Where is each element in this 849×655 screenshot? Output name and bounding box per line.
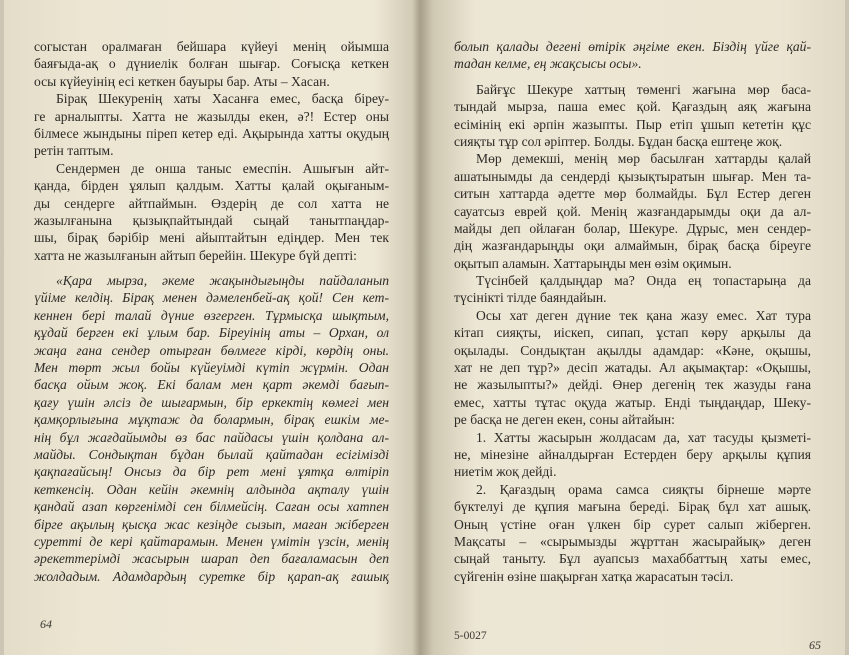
text-line: не, мінезіне айналдырған Естерден беру арқылы құпия [454, 446, 811, 462]
text-line: ситын хаттарда әдетте мөр болмайды. Бұл Естер деген [454, 186, 811, 202]
printer-signature: 5-0027 [454, 630, 487, 642]
right-page [428, 0, 849, 655]
quote-line: қағу үшін әлсіз де шығармын, бір еркектің көмегі мен [34, 394, 389, 410]
text-line: ды сендерге айтпаймын. Өздерің де сол хатта не [34, 195, 389, 211]
text-line: кітап сияқты, иіскеп, сипап, ұстап көру арқылы да [454, 325, 811, 341]
quote-line: әрекеттерімді жасырын шарап деп бағаламасын деп [34, 551, 389, 567]
text-line: есімінің екі әрпін жазыпты. Пыр етіп ұшып кететін құс [454, 116, 811, 132]
text-line: согыстан оралмаған бейшара күйеуі менің ойымша [34, 39, 389, 54]
left-page-text [34, 38, 389, 585]
text-line: баяғыда-ақ о дүниелік болған шығар. Соғысқа кеткен [34, 56, 389, 72]
text-line: сияқты тұр сол әріптер. Болды. Бұдан басқа ештеңе жоқ. [454, 133, 783, 149]
text-line: дің жазғандарыңды оқи алмаймын, бірақ басқа біреуге [454, 238, 811, 254]
quote-line: майды. Сондықтан бұдан былай қайтадан есігімізді [34, 446, 389, 462]
text-line: ашатынымды да сендерді қызықтыратын шығар. Мен та- [454, 168, 811, 184]
right-page-text [454, 38, 811, 585]
text-line: 1. Хатты жасырын жолдасам да, хат тасуды қызметі- [476, 429, 811, 445]
quote-line: кеннен бері талай дүние өзгерген. Тұрмысқа шықтым, [34, 307, 389, 323]
text-line: Осы хат деген дүние тек қана жазу емес. Хат тура [476, 307, 811, 323]
text-line: бүктелуі де құпия мағына береді. Бірақ бұл хат ашық. [454, 499, 811, 515]
text-line: ре басқа не деген екен, соны айтайын: [454, 412, 675, 428]
text-line: сүйгенін өзіне шақырған хатқа жарасатын тәсіл. [454, 568, 734, 584]
page-number-left: 64 [40, 617, 52, 631]
text-line: сауатсыз еврей қой. Менің жазғандарымды оқи да ал- [454, 203, 811, 219]
text-line: ге арналыпты. Хатта не жазылды екен, ә?! Естер оны [34, 108, 389, 124]
text-line: ниетім жоқ дейді. [454, 464, 557, 480]
text-line: жазылғанына қызықпайтындай сыңай танытпаңдар- [34, 212, 389, 228]
page-edge-left [0, 0, 4, 655]
text-line: хатта не жазылғанын айтып берейін. Шекуре бүй депті: [34, 247, 357, 263]
quote-line: бірге ақылың қысқа жас кезіңде сызып, маған жіберген [34, 516, 389, 532]
text-line: не жазылыпты?» дейді. Өнер дегенің тек жазуды ғана [454, 377, 811, 393]
quote-line: суретті де кері қайтарамын. Менен үмітін үзсін, менің [34, 533, 389, 549]
text-line: ретін таптым. [34, 143, 114, 159]
quote-line: кеткенсің. Одан кейін әкемнің алдында ақталу үшін [34, 481, 389, 497]
quote-line: құдай берген екі ұлым бар. Біреуінің аты – Орхан, ол [34, 325, 389, 341]
text-line: Мөр демекші, менің мөр басылған хаттарды қалай [476, 151, 811, 167]
text-line: оқытып аламын. Хаттарыңды мен өзім оқимын. [454, 255, 732, 271]
page-edge-right [845, 0, 849, 655]
text-line: түсінікті тілде баяндайын. [454, 290, 607, 306]
text-line: 2. Қағаздың орама самса сияқты бірнеше мәрте [476, 481, 811, 497]
text-line: оқылады. Сондықтан ақылды адамдар: «Кәне, оқышы, [454, 342, 811, 358]
quote-line: қамқорлығына мұқтаж да болармын, бірақ ешкім ме- [34, 412, 389, 428]
quote-line: үйіме келдің. Бірақ менен дәмеленбей-ақ қой! Сен кет- [34, 290, 389, 306]
quote-line: «Қара мырза, әкеме жақындығыңды пайдаланып [56, 273, 389, 289]
text-line: Сендермен де онша таныс емеспін. Ашығын айт- [56, 160, 389, 176]
text-line: осы күйеуінің есі кеткен бауыры бар. Аты – Хасан. [34, 73, 330, 89]
text-line: сыңай таныту. Бұл ауапсыз махаббаттың хаты емес, [454, 551, 811, 567]
quote-line: Мен төрт жыл бойы күйеуімді күтіп жүрмін. Одан [34, 360, 389, 376]
quote-line: басқа ойым жоқ. Екі балам мен қарт әкемді бағып- [34, 377, 389, 393]
quote-line: қандай азап көргенімді сен білмейсің. Саған осы хатпен [34, 499, 389, 515]
left-page [0, 0, 420, 655]
text-line: Бірақ Шекуренің хаты Хасанға емес, басқа біреу- [56, 91, 389, 107]
quote-line: қақпағайсың! Онсыз да бір рет мені ұятқа өлтіріп [34, 464, 389, 480]
text-line: емес, хатты тұтас оқуда жатыр. Енді тыңдаңдар, Шеку- [454, 394, 811, 410]
quote-line: болып қалады дегені өтірік әңгіме екен. Біздің үйге қай- [454, 39, 811, 54]
text-line: Оның үстіне оған үлкен бір сурет салып жіберген. [454, 516, 811, 532]
quote-line: жаңа ғана сендер отырған бөлмеге кірді, көрдің оны. [34, 342, 389, 358]
quote-line: тадан келме, ең жақсысы осы». [454, 56, 642, 72]
text-line: Мақсаты – «сырымызды жұрттан жасырайық» деген [454, 533, 811, 549]
text-line: тындай мырза, паша емес қой. Қағаздың аяқ жағына [454, 99, 811, 115]
text-line: хат не деп тұр?» десіп жатады. Ал ақымақтар: «Оқышы, [454, 360, 811, 376]
text-line: білмесе жындыны піреп кетер еді. Ақырында хатты оқудың [34, 125, 389, 141]
text-line: майды деп ойлаған болар, Шекуре. Дұрыс, мен сендер- [454, 220, 811, 236]
text-line: Түсінбей қалдыңдар ма? Онда ең топастарыңа да [476, 273, 811, 289]
quote-line: нің бұл жағдайымды өз бас пайдасы үшін қолдана ал- [34, 429, 389, 445]
text-line: қанда, бірден ұялып қалдым. Хатты қалай оқығаным- [34, 178, 389, 194]
text-line: Байғұс Шекуре хаттың төменгі жағына мөр баса- [476, 81, 811, 97]
letter-quote [34, 272, 389, 585]
text-line: шы, бірақ бәрібір мені айыптайтын едіңдер. Мен тек [34, 230, 389, 246]
quote-line: жолдадым. Адамдардың суретке бір қарап-ақ ғашық [34, 568, 389, 584]
paragraph-gap [454, 73, 811, 81]
page-number-right: 65 [809, 638, 821, 652]
